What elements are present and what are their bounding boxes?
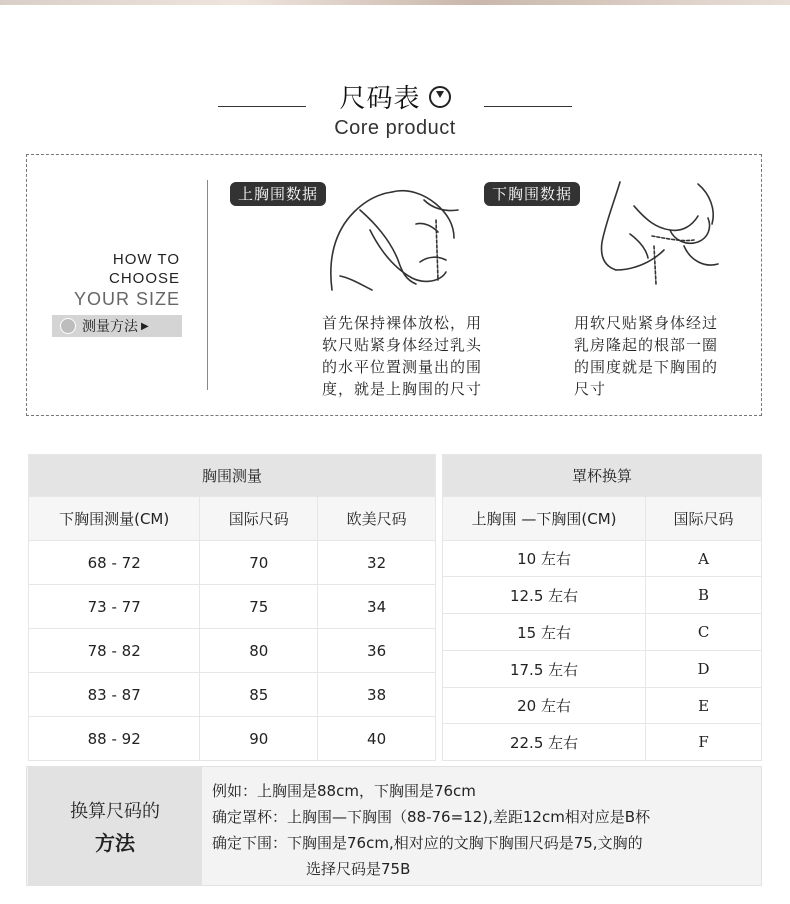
upper-desc-line: 度，就是上胸围的尺寸	[322, 380, 483, 398]
panel-divider	[207, 180, 208, 390]
cell-diff: 15 左右	[443, 614, 646, 651]
cell-diff: 10 左右	[443, 541, 646, 577]
bust-measurement-table	[28, 454, 436, 761]
cell-under: 88 - 92	[29, 717, 200, 761]
play-arrow-icon: ▶	[141, 320, 149, 332]
title-rule-right	[484, 106, 572, 107]
title-text: 尺码表	[339, 84, 421, 114]
cell-intl: 70	[200, 541, 318, 585]
title-rule-left	[218, 106, 306, 107]
cell-diff: 12.5 左右	[443, 577, 646, 614]
cell-cup: C	[646, 614, 762, 651]
method-line: 确定下围：下胸围是76cm,相对应的文胸下胸围尺码是75,文胸的	[212, 834, 643, 852]
cell-under: 78 - 82	[29, 629, 200, 673]
cell-cup: F	[646, 724, 762, 761]
table-row	[29, 717, 436, 761]
table-row	[29, 673, 436, 717]
conversion-method-label	[28, 766, 202, 886]
cell-cup: A	[646, 541, 762, 577]
body-outline	[602, 182, 620, 270]
how-to-choose-heading	[50, 250, 180, 311]
method-line: 确定罩杯：上胸围—下胸围（88-76=12),差距12cm相对应是B杯	[212, 808, 651, 826]
cell-under: 73 - 77	[29, 585, 200, 629]
table-row	[443, 614, 762, 651]
table-row	[443, 724, 762, 761]
page-subtitle: Core product	[334, 117, 456, 139]
measure-method-tag	[52, 315, 182, 337]
lower-desc-line: 的围度就是下胸围的	[574, 358, 719, 376]
method-line: 例如：上胸围是88cm，下胸围是76cm	[212, 782, 476, 800]
cup-header-intl: 国际尺码	[646, 497, 762, 541]
upper-bust-description	[322, 312, 482, 400]
cell-diff: 22.5 左右	[443, 724, 646, 761]
cell-intl: 90	[200, 717, 318, 761]
cell-diff: 17.5 左右	[443, 651, 646, 688]
bust-header-under: 下胸围测量(CM)	[29, 497, 200, 541]
cell-eu: 34	[318, 585, 436, 629]
lower-desc-line: 尺寸	[574, 380, 607, 398]
howto-line-3: YOUR SIZE	[73, 289, 180, 309]
table-row	[443, 541, 762, 577]
howto-line-2: CHOOSE	[108, 270, 180, 287]
table-row	[443, 577, 762, 614]
upper-desc-line: 软尺贴紧身体经过乳头	[322, 336, 483, 354]
cup-conversion-table	[442, 454, 762, 761]
cell-eu: 38	[318, 673, 436, 717]
cell-eu: 36	[318, 629, 436, 673]
bust-header-intl: 国际尺码	[200, 497, 318, 541]
cup-header-diff: 上胸围 —下胸围(CM)	[443, 497, 646, 541]
cell-intl: 80	[200, 629, 318, 673]
page-title	[339, 78, 450, 115]
method-label-line-2: 方法	[95, 830, 135, 855]
method-line: 选择尺码是75B	[306, 860, 411, 878]
lower-desc-line: 用软尺贴紧身体经过	[574, 314, 719, 332]
cell-eu: 40	[318, 717, 436, 761]
cell-intl: 75	[200, 585, 318, 629]
method-label-line-1: 换算尺码的	[70, 800, 160, 822]
cell-eu: 32	[318, 541, 436, 585]
cup-table-title: 罩杯换算	[443, 455, 762, 497]
upper-bust-illustration	[320, 180, 480, 292]
cell-intl: 85	[200, 673, 318, 717]
howto-line-1: HOW TO	[112, 251, 180, 268]
cell-under: 83 - 87	[29, 673, 200, 717]
method-tag-label: 测量方法	[82, 319, 138, 335]
lower-bust-tag: 下胸围数据	[484, 182, 580, 206]
cell-under: 68 - 72	[29, 541, 200, 585]
upper-desc-line: 首先保持裸体放松，用	[322, 314, 483, 332]
lower-bust-illustration	[594, 176, 744, 288]
conversion-method-text	[212, 778, 650, 882]
bust-table-title: 胸围测量	[29, 455, 436, 497]
upper-bust-tag: 上胸围数据	[230, 182, 326, 206]
top-photo-strip	[0, 0, 790, 5]
cell-cup: B	[646, 577, 762, 614]
table-row	[443, 651, 762, 688]
chevron-down-circle-icon	[429, 86, 451, 108]
upper-desc-line: 的水平位置测量出的围	[322, 358, 483, 376]
table-row	[29, 585, 436, 629]
table-row	[29, 629, 436, 673]
table-row	[29, 541, 436, 585]
lower-bust-description	[574, 312, 718, 400]
cell-diff: 20 左右	[443, 688, 646, 724]
bust-header-eu: 欧美尺码	[318, 497, 436, 541]
lower-desc-line: 乳房隆起的根部一圈	[574, 336, 719, 354]
cell-cup: E	[646, 688, 762, 724]
header	[0, 78, 790, 140]
table-row	[443, 688, 762, 724]
globe-icon	[60, 318, 76, 334]
cell-cup: D	[646, 651, 762, 688]
